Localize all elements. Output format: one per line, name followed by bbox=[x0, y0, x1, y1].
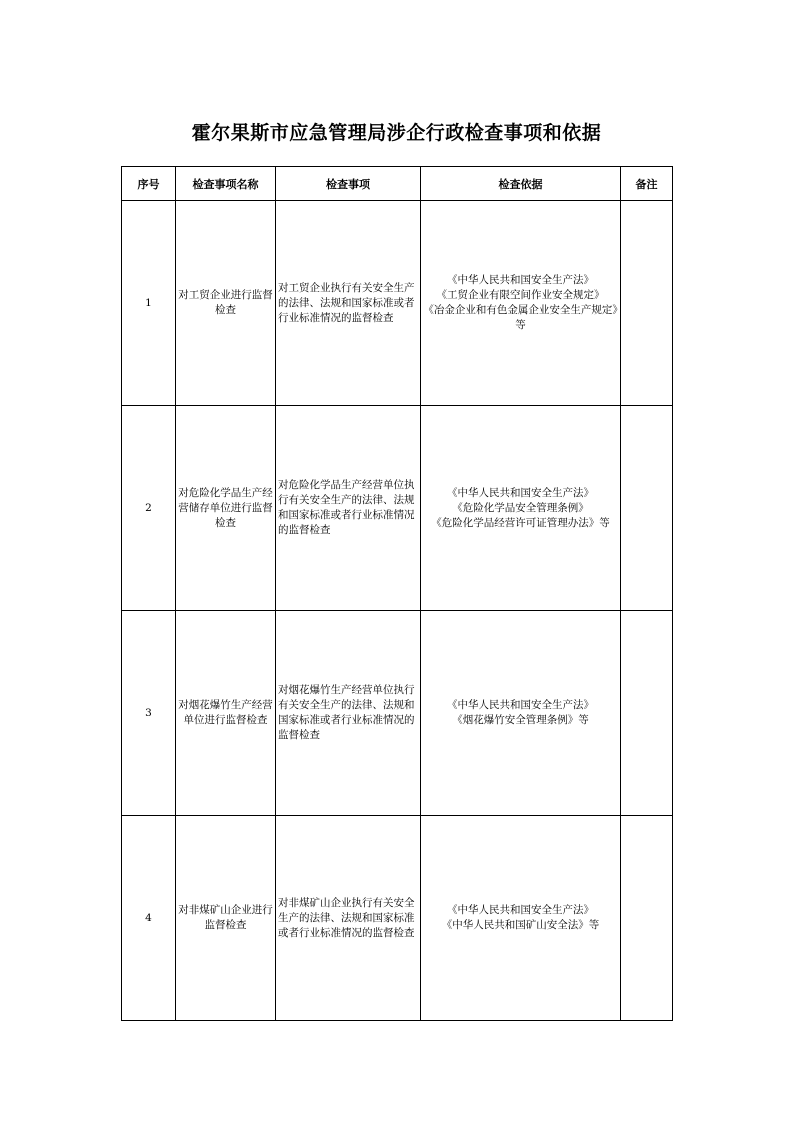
row-index: 1 bbox=[122, 201, 176, 406]
row-basis bbox=[421, 201, 621, 406]
document-title: 霍尔果斯市应急管理局涉企行政检查事项和依据 bbox=[191, 122, 602, 144]
row-index: 2 bbox=[122, 406, 176, 611]
basis-line: 《中华人民共和国安全生产法》 bbox=[447, 274, 594, 286]
basis-line: 《中华人民共和国安全生产法》 bbox=[447, 904, 594, 916]
row-note bbox=[621, 406, 673, 611]
row-basis bbox=[421, 816, 621, 1021]
row-index: 3 bbox=[122, 611, 176, 816]
basis-line: 《烟花爆竹安全管理条例》等 bbox=[452, 714, 589, 726]
table-header-row bbox=[122, 167, 673, 201]
header-item-name: 检查事项名称 bbox=[176, 167, 276, 201]
row-item-name: 对非煤矿山企业进行监督检查 bbox=[176, 816, 276, 1021]
basis-line: 《中华人民共和国安全生产法》 bbox=[447, 699, 594, 711]
table-row bbox=[122, 816, 673, 1021]
row-item: 对烟花爆竹生产经营单位执行有关安全生产的法律、法规和国家标准或者行业标准情况的监督检查 bbox=[276, 611, 421, 816]
row-index: 4 bbox=[122, 816, 176, 1021]
inspection-table bbox=[121, 166, 673, 1021]
row-item: 对工贸企业执行有关安全生产的法律、法规和国家标准或者行业标准情况的监督检查 bbox=[276, 201, 421, 406]
row-item: 对非煤矿山企业执行有关安全生产的法律、法规和国家标准或者行业标准情况的监督检查 bbox=[276, 816, 421, 1021]
table-row bbox=[122, 406, 673, 611]
basis-line: 《中华人民共和国矿山安全法》等 bbox=[441, 919, 600, 931]
basis-line: 《中华人民共和国安全生产法》 bbox=[447, 486, 594, 499]
row-item: 对危险化学品生产经营单位执行有关安全生产的法律、法规和国家标准或者行业标准情况的监督检查 bbox=[276, 406, 421, 611]
basis-line: 《冶金企业和有色金属企业安全生产规定》等 bbox=[423, 304, 618, 331]
header-basis: 检查依据 bbox=[421, 167, 621, 201]
row-item-name: 对烟花爆竹生产经营单位进行监督检查 bbox=[176, 611, 276, 816]
table-row bbox=[122, 201, 673, 406]
header-index: 序号 bbox=[122, 167, 176, 201]
header-item: 检查事项 bbox=[276, 167, 421, 201]
row-item-name: 对危险化学品生产经营储存单位进行监督检查 bbox=[176, 406, 276, 611]
basis-line: 《危险化学品经营许可证管理办法》等 bbox=[431, 516, 610, 529]
header-note: 备注 bbox=[621, 167, 673, 201]
row-item-name: 对工贸企业进行监督检查 bbox=[176, 201, 276, 406]
basis-line: 《工贸企业有限空间作业安全规定》 bbox=[436, 289, 605, 301]
row-note bbox=[621, 201, 673, 406]
row-basis bbox=[421, 611, 621, 816]
row-basis bbox=[421, 406, 621, 611]
row-note bbox=[621, 611, 673, 816]
row-note bbox=[621, 816, 673, 1021]
table-row bbox=[122, 611, 673, 816]
basis-line: 《危险化学品安全管理条例》 bbox=[452, 501, 589, 514]
